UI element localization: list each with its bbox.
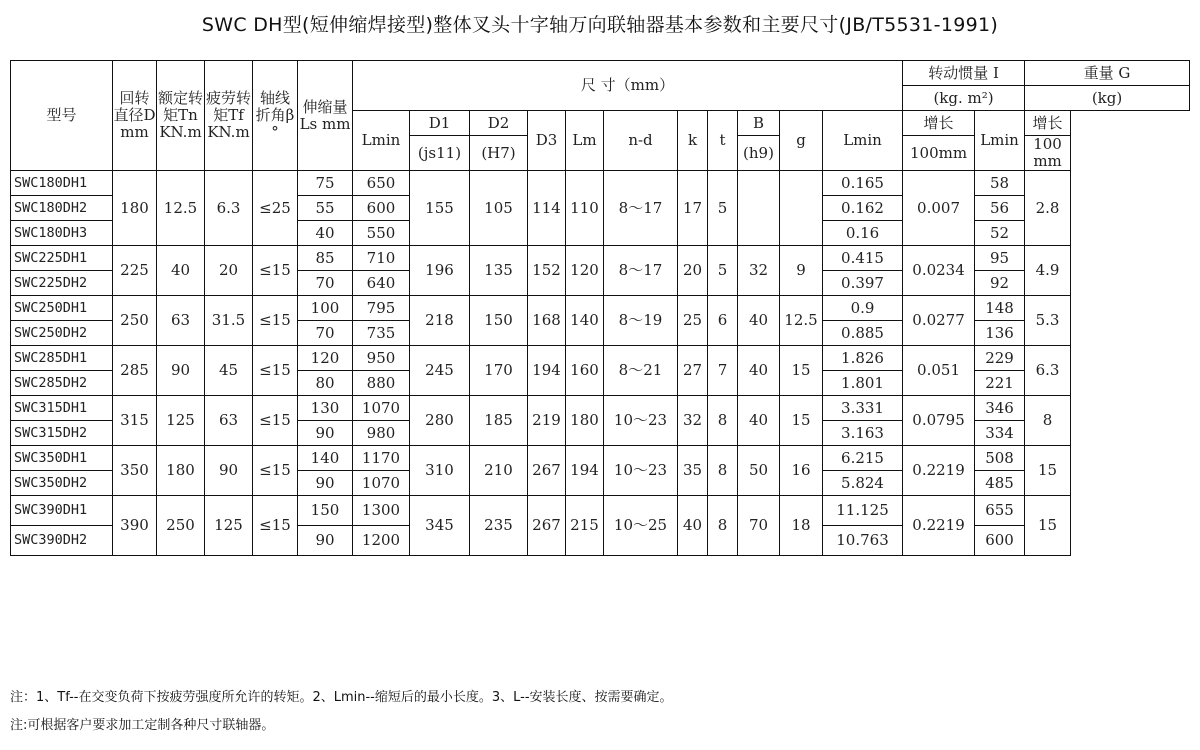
cell-d3: 114 bbox=[528, 171, 566, 246]
cell-stretch: 70 bbox=[298, 321, 353, 346]
cell-t: 6 bbox=[708, 296, 738, 346]
cell-d1: 196 bbox=[410, 246, 470, 296]
cell-weight-lmin: 229 bbox=[975, 346, 1025, 371]
cell-lm: 140 bbox=[566, 296, 604, 346]
cell-lm: 194 bbox=[566, 446, 604, 496]
cell-g: 16 bbox=[780, 446, 823, 496]
cell-fatigue-torque: 125 bbox=[205, 496, 253, 556]
cell-d3: 267 bbox=[528, 496, 566, 556]
cell-t: 8 bbox=[708, 496, 738, 556]
cell-weight-lmin: 56 bbox=[975, 196, 1025, 221]
cell-model: SWC285DH2 bbox=[11, 371, 113, 396]
cell-stretch: 40 bbox=[298, 221, 353, 246]
cell-g: 15 bbox=[780, 346, 823, 396]
cell-inertia-lmin: 1.826 bbox=[823, 346, 903, 371]
cell-nd: 10～25 bbox=[604, 496, 678, 556]
cell-weight-lmin: 334 bbox=[975, 421, 1025, 446]
header-d2-tol: (H7) bbox=[470, 136, 528, 171]
cell-model: SWC250DH1 bbox=[11, 296, 113, 321]
cell-diameter: 315 bbox=[113, 396, 157, 446]
cell-model: SWC315DH2 bbox=[11, 421, 113, 446]
cell-shaft-angle: ≤15 bbox=[253, 446, 298, 496]
cell-lm: 110 bbox=[566, 171, 604, 246]
cell-k: 25 bbox=[678, 296, 708, 346]
cell-fatigue-torque: 90 bbox=[205, 446, 253, 496]
cell-inertia-lmin: 0.162 bbox=[823, 196, 903, 221]
cell-d2: 105 bbox=[470, 171, 528, 246]
table-body bbox=[11, 171, 1190, 556]
cell-d3: 168 bbox=[528, 296, 566, 346]
cell-b: 32 bbox=[738, 246, 780, 296]
header-lmin: Lmin bbox=[353, 111, 410, 171]
cell-lmin: 1300 bbox=[353, 496, 410, 526]
table-row bbox=[11, 171, 1190, 196]
header-d2: D2 bbox=[470, 111, 528, 136]
cell-nd: 8～17 bbox=[604, 246, 678, 296]
cell-diameter: 390 bbox=[113, 496, 157, 556]
cell-weight-inc: 5.3 bbox=[1025, 296, 1071, 346]
cell-d2: 210 bbox=[470, 446, 528, 496]
header-inertia-unit: (kg. m²) bbox=[903, 86, 1025, 111]
cell-d3: 219 bbox=[528, 396, 566, 446]
cell-d2: 135 bbox=[470, 246, 528, 296]
header-lm: Lm bbox=[566, 111, 604, 171]
cell-weight-lmin: 58 bbox=[975, 171, 1025, 196]
cell-inertia-lmin: 5.824 bbox=[823, 471, 903, 496]
cell-shaft-angle: ≤15 bbox=[253, 346, 298, 396]
cell-rated-torque: 90 bbox=[157, 346, 205, 396]
cell-diameter: 285 bbox=[113, 346, 157, 396]
cell-lmin: 980 bbox=[353, 421, 410, 446]
table-row bbox=[11, 346, 1190, 371]
header-k: k bbox=[678, 111, 708, 171]
cell-lmin: 650 bbox=[353, 171, 410, 196]
header-stretch: 伸缩量Ls mm bbox=[298, 61, 353, 171]
cell-fatigue-torque: 6.3 bbox=[205, 171, 253, 246]
header-dimensions: 尺 寸（mm） bbox=[353, 61, 903, 111]
cell-inertia-lmin: 3.331 bbox=[823, 396, 903, 421]
cell-lmin: 950 bbox=[353, 346, 410, 371]
cell-weight-lmin: 136 bbox=[975, 321, 1025, 346]
cell-k: 20 bbox=[678, 246, 708, 296]
table-row bbox=[11, 296, 1190, 321]
cell-weight-lmin: 600 bbox=[975, 526, 1025, 556]
cell-t: 7 bbox=[708, 346, 738, 396]
cell-shaft-angle: ≤15 bbox=[253, 396, 298, 446]
cell-fatigue-torque: 20 bbox=[205, 246, 253, 296]
note-line-2: 注:可根据客户要求加工定制各种尺寸联轴器。 bbox=[10, 718, 275, 733]
cell-lmin: 710 bbox=[353, 246, 410, 271]
cell-lmin: 880 bbox=[353, 371, 410, 396]
cell-model: SWC180DH2 bbox=[11, 196, 113, 221]
header-d1: D1 bbox=[410, 111, 470, 136]
table-row bbox=[11, 396, 1190, 421]
cell-diameter: 250 bbox=[113, 296, 157, 346]
cell-inertia-inc: 0.2219 bbox=[903, 446, 975, 496]
cell-t: 8 bbox=[708, 396, 738, 446]
cell-weight-lmin: 508 bbox=[975, 446, 1025, 471]
cell-stretch: 150 bbox=[298, 496, 353, 526]
cell-diameter: 350 bbox=[113, 446, 157, 496]
cell-k: 27 bbox=[678, 346, 708, 396]
cell-weight-lmin: 655 bbox=[975, 496, 1025, 526]
cell-b: 40 bbox=[738, 396, 780, 446]
header-weight: 重量 G bbox=[1025, 61, 1190, 86]
cell-inertia-inc: 0.0234 bbox=[903, 246, 975, 296]
header-rated-torque: 额定转矩Tn KN.m bbox=[157, 61, 205, 171]
cell-model: SWC285DH1 bbox=[11, 346, 113, 371]
cell-lmin: 1070 bbox=[353, 471, 410, 496]
cell-inertia-lmin: 0.397 bbox=[823, 271, 903, 296]
cell-model: SWC390DH2 bbox=[11, 526, 113, 556]
cell-d3: 267 bbox=[528, 446, 566, 496]
header-shaft-angle: 轴线折角β ° bbox=[253, 61, 298, 171]
cell-weight-lmin: 221 bbox=[975, 371, 1025, 396]
cell-rated-torque: 12.5 bbox=[157, 171, 205, 246]
cell-stretch: 75 bbox=[298, 171, 353, 196]
cell-weight-lmin: 95 bbox=[975, 246, 1025, 271]
cell-d2: 150 bbox=[470, 296, 528, 346]
note-line-1: 注：1、Tf--在交变负荷下按疲劳强度所允许的转矩。2、Lmin--缩短后的最小长度。3、L--安装长度、按需要确定。 bbox=[10, 690, 673, 705]
cell-weight-inc: 8 bbox=[1025, 396, 1071, 446]
cell-lmin: 1200 bbox=[353, 526, 410, 556]
header-weight-inc-unit: 100 mm bbox=[1025, 136, 1071, 171]
cell-weight-lmin: 485 bbox=[975, 471, 1025, 496]
header-d1-tol: (js11) bbox=[410, 136, 470, 171]
cell-inertia-lmin: 0.165 bbox=[823, 171, 903, 196]
cell-nd: 10～23 bbox=[604, 396, 678, 446]
cell-shaft-angle: ≤25 bbox=[253, 171, 298, 246]
cell-lmin: 735 bbox=[353, 321, 410, 346]
cell-d1: 155 bbox=[410, 171, 470, 246]
cell-k: 40 bbox=[678, 496, 708, 556]
cell-d2: 235 bbox=[470, 496, 528, 556]
cell-rated-torque: 125 bbox=[157, 396, 205, 446]
header-inertia-inc: 增长 bbox=[903, 111, 975, 136]
cell-weight-lmin: 346 bbox=[975, 396, 1025, 421]
header-t: t bbox=[708, 111, 738, 171]
cell-lmin: 600 bbox=[353, 196, 410, 221]
cell-inertia-lmin: 10.763 bbox=[823, 526, 903, 556]
table-row bbox=[11, 446, 1190, 471]
page-title: SWC DH型(短伸缩焊接型)整体叉头十字轴万向联轴器基本参数和主要尺寸(JB/T5531-1991) bbox=[201, 14, 999, 36]
cell-g: 9 bbox=[780, 246, 823, 296]
cell-model: SWC180DH3 bbox=[11, 221, 113, 246]
cell-shaft-angle: ≤15 bbox=[253, 296, 298, 346]
cell-fatigue-torque: 63 bbox=[205, 396, 253, 446]
header-b: B bbox=[738, 111, 780, 136]
cell-rated-torque: 180 bbox=[157, 446, 205, 496]
cell-inertia-inc: 0.0795 bbox=[903, 396, 975, 446]
header-inertia: 转动惯量 I bbox=[903, 61, 1025, 86]
cell-model: SWC350DH2 bbox=[11, 471, 113, 496]
cell-rated-torque: 40 bbox=[157, 246, 205, 296]
cell-model: SWC390DH1 bbox=[11, 496, 113, 526]
cell-lm: 180 bbox=[566, 396, 604, 446]
header-inertia-inc-unit: 100mm bbox=[903, 136, 975, 171]
cell-inertia-inc: 0.051 bbox=[903, 346, 975, 396]
cell-model: SWC350DH1 bbox=[11, 446, 113, 471]
cell-d1: 280 bbox=[410, 396, 470, 446]
spec-table bbox=[10, 60, 1190, 556]
cell-d1: 310 bbox=[410, 446, 470, 496]
cell-model: SWC180DH1 bbox=[11, 171, 113, 196]
cell-k: 32 bbox=[678, 396, 708, 446]
cell-inertia-inc: 0.0277 bbox=[903, 296, 975, 346]
cell-d1: 218 bbox=[410, 296, 470, 346]
notes bbox=[10, 684, 673, 740]
cell-b: 40 bbox=[738, 296, 780, 346]
cell-weight-inc: 15 bbox=[1025, 496, 1071, 556]
cell-inertia-lmin: 6.215 bbox=[823, 446, 903, 471]
cell-d1: 345 bbox=[410, 496, 470, 556]
cell-nd: 8～17 bbox=[604, 171, 678, 246]
cell-b bbox=[738, 171, 780, 246]
cell-rated-torque: 63 bbox=[157, 296, 205, 346]
cell-t: 5 bbox=[708, 171, 738, 246]
cell-inertia-lmin: 0.16 bbox=[823, 221, 903, 246]
cell-inertia-lmin: 3.163 bbox=[823, 421, 903, 446]
cell-b: 40 bbox=[738, 346, 780, 396]
cell-shaft-angle: ≤15 bbox=[253, 246, 298, 296]
cell-t: 5 bbox=[708, 246, 738, 296]
table-row bbox=[11, 246, 1190, 271]
header-model: 型号 bbox=[11, 61, 113, 171]
header-weight-inc: 增长 bbox=[1025, 111, 1071, 136]
header-nd: n-d bbox=[604, 111, 678, 171]
cell-shaft-angle: ≤15 bbox=[253, 496, 298, 556]
cell-model: SWC225DH2 bbox=[11, 271, 113, 296]
cell-weight-inc: 4.9 bbox=[1025, 246, 1071, 296]
cell-weight-inc: 6.3 bbox=[1025, 346, 1071, 396]
cell-stretch: 100 bbox=[298, 296, 353, 321]
cell-inertia-lmin: 0.9 bbox=[823, 296, 903, 321]
cell-fatigue-torque: 45 bbox=[205, 346, 253, 396]
cell-d1: 245 bbox=[410, 346, 470, 396]
cell-diameter: 180 bbox=[113, 171, 157, 246]
cell-g: 18 bbox=[780, 496, 823, 556]
cell-lmin: 795 bbox=[353, 296, 410, 321]
cell-model: SWC225DH1 bbox=[11, 246, 113, 271]
cell-stretch: 80 bbox=[298, 371, 353, 396]
header-d3: D3 bbox=[528, 111, 566, 171]
cell-d3: 152 bbox=[528, 246, 566, 296]
cell-lm: 160 bbox=[566, 346, 604, 396]
cell-fatigue-torque: 31.5 bbox=[205, 296, 253, 346]
cell-d3: 194 bbox=[528, 346, 566, 396]
cell-rated-torque: 250 bbox=[157, 496, 205, 556]
cell-inertia-lmin: 0.415 bbox=[823, 246, 903, 271]
cell-stretch: 90 bbox=[298, 421, 353, 446]
cell-lm: 215 bbox=[566, 496, 604, 556]
cell-stretch: 90 bbox=[298, 526, 353, 556]
cell-k: 17 bbox=[678, 171, 708, 246]
header-g: g bbox=[780, 111, 823, 171]
cell-k: 35 bbox=[678, 446, 708, 496]
cell-g: 15 bbox=[780, 396, 823, 446]
header-diameter: 回转直径D mm bbox=[113, 61, 157, 171]
cell-model: SWC315DH1 bbox=[11, 396, 113, 421]
cell-stretch: 130 bbox=[298, 396, 353, 421]
cell-nd: 10～23 bbox=[604, 446, 678, 496]
cell-stretch: 120 bbox=[298, 346, 353, 371]
cell-weight-inc: 15 bbox=[1025, 446, 1071, 496]
cell-model: SWC250DH2 bbox=[11, 321, 113, 346]
cell-stretch: 90 bbox=[298, 471, 353, 496]
cell-diameter: 225 bbox=[113, 246, 157, 296]
table-row bbox=[11, 496, 1190, 526]
header-inertia-lmin: Lmin bbox=[823, 111, 903, 171]
cell-lmin: 640 bbox=[353, 271, 410, 296]
cell-nd: 8～19 bbox=[604, 296, 678, 346]
cell-lmin: 1170 bbox=[353, 446, 410, 471]
cell-stretch: 85 bbox=[298, 246, 353, 271]
cell-lmin: 1070 bbox=[353, 396, 410, 421]
cell-g bbox=[780, 171, 823, 246]
cell-g: 12.5 bbox=[780, 296, 823, 346]
cell-stretch: 70 bbox=[298, 271, 353, 296]
cell-b: 70 bbox=[738, 496, 780, 556]
cell-inertia-lmin: 1.801 bbox=[823, 371, 903, 396]
cell-lm: 120 bbox=[566, 246, 604, 296]
cell-weight-lmin: 52 bbox=[975, 221, 1025, 246]
header-b-tol: (h9) bbox=[738, 136, 780, 171]
cell-lmin: 550 bbox=[353, 221, 410, 246]
cell-weight-inc: 2.8 bbox=[1025, 171, 1071, 246]
cell-stretch: 140 bbox=[298, 446, 353, 471]
header-weight-unit: (kg) bbox=[1025, 86, 1190, 111]
header-fatigue-torque: 疲劳转矩Tf KN.m bbox=[205, 61, 253, 171]
cell-inertia-lmin: 0.885 bbox=[823, 321, 903, 346]
cell-weight-lmin: 148 bbox=[975, 296, 1025, 321]
cell-stretch: 55 bbox=[298, 196, 353, 221]
cell-inertia-inc: 0.007 bbox=[903, 171, 975, 246]
cell-b: 50 bbox=[738, 446, 780, 496]
cell-nd: 8～21 bbox=[604, 346, 678, 396]
table-header bbox=[11, 61, 1190, 171]
cell-d2: 185 bbox=[470, 396, 528, 446]
header-weight-lmin: Lmin bbox=[975, 111, 1025, 171]
cell-t: 8 bbox=[708, 446, 738, 496]
cell-d2: 170 bbox=[470, 346, 528, 396]
cell-inertia-inc: 0.2219 bbox=[903, 496, 975, 556]
cell-weight-lmin: 92 bbox=[975, 271, 1025, 296]
cell-inertia-lmin: 11.125 bbox=[823, 496, 903, 526]
